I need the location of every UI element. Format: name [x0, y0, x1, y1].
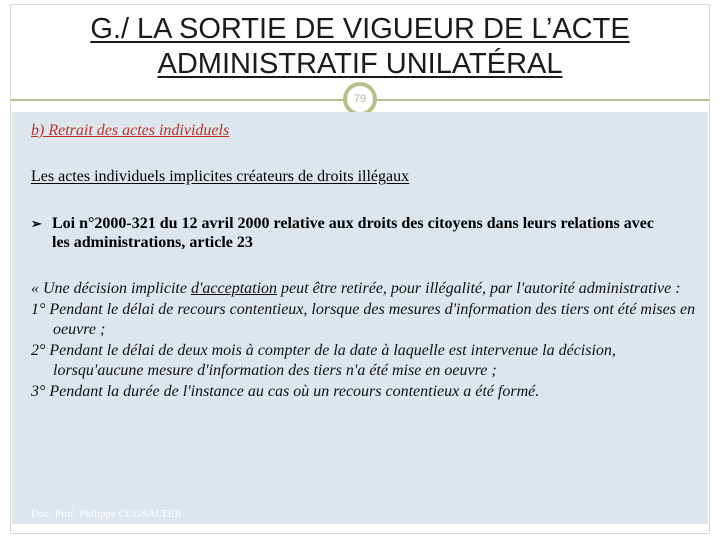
- bullet-item: [31, 214, 671, 252]
- page-number-badge: 79: [343, 82, 377, 116]
- footer-author: Doc. Prof. Philippe CCGSALTER: [31, 508, 182, 520]
- quote-intro-before: « Une décision implicite: [31, 280, 191, 297]
- quote-item-2: 2° Pendant le délai de deux mois à compter de la date à laquelle est intervenue la décision, lorsqu'aucune mesure d'information des tiers n'a été mise en oeuvre ;: [31, 341, 616, 379]
- quote-item-3: 3° Pendant la durée de l'instance au cas où un recours contentieux a été formé.: [31, 382, 540, 400]
- quote-intro-after: peut être retirée, pour illégalité, par l'autorité administrative :: [277, 280, 681, 297]
- title-line-1: G./ LA SORTIE DE VIGUEUR DE L’ACTE: [90, 13, 630, 45]
- quote-intro-underlined: d'acceptation: [190, 280, 278, 297]
- quoted-article: [31, 279, 696, 402]
- section-subtitle: Les actes individuels implicites créateurs de droits illégaux: [31, 168, 410, 185]
- slide-title: [0, 12, 720, 82]
- quote-intro: [31, 279, 696, 300]
- quote-item-1: 1° Pendant le délai de recours contentieux, lorsque des mesures d'information des tiers ont été mises en oeuvre ;: [31, 300, 696, 338]
- arrow-bullet-icon: ➢: [31, 216, 42, 231]
- section-subheading: b) Retrait des actes individuels: [31, 122, 230, 139]
- bullet-text: Loi n°2000-321 du 12 avril 2000 relative aux droits des citoyens dans leurs relations avec les administrations, article 23: [52, 215, 654, 251]
- title-line-2: ADMINISTRATIF UNILATÉRAL: [157, 48, 563, 80]
